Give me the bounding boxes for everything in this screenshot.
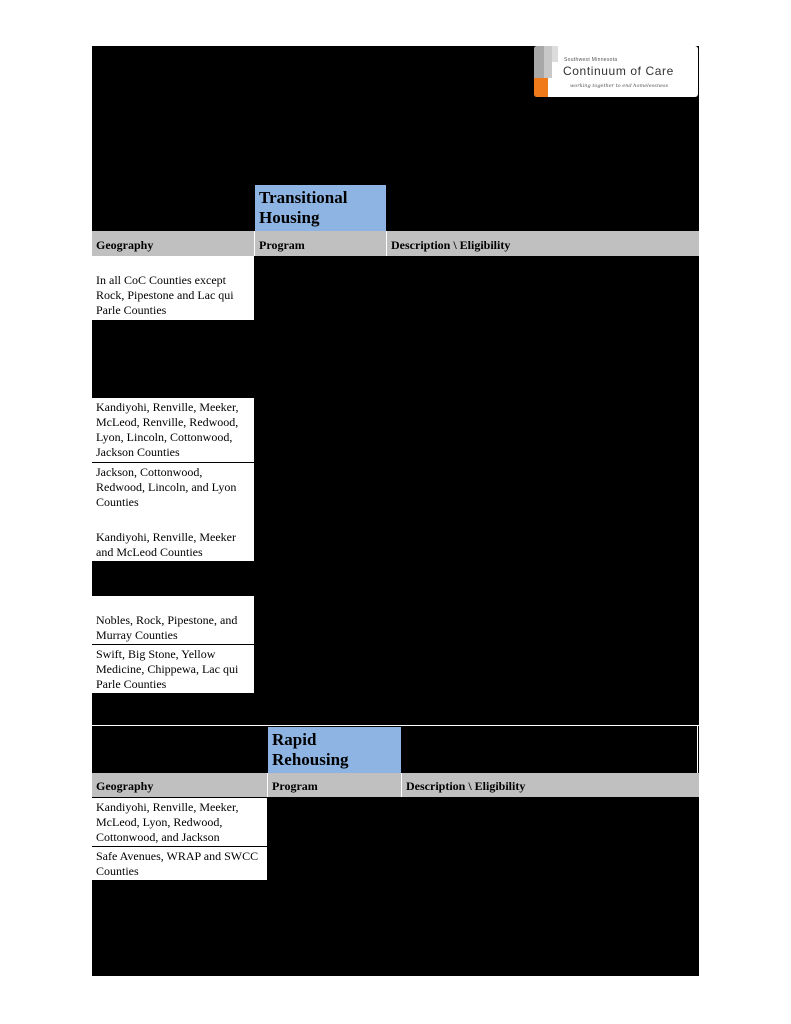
description-header: Description \ Eligibility bbox=[406, 779, 526, 793]
geography-header: Geography bbox=[96, 238, 154, 252]
description-header: Description \ Eligibility bbox=[391, 238, 511, 252]
geography-cell: Safe Avenues, WRAP and SWCC Counties bbox=[92, 847, 267, 880]
geography-cell: Kandiyohi, Renville, Meeker, McLeod, Renville, Redwood, Lyon, Lincoln, Cottonwood, Jackson Counties bbox=[92, 398, 254, 462]
program-header: Program bbox=[272, 779, 318, 793]
transitional-header-row bbox=[92, 231, 699, 256]
geography-cell: Nobles, Rock, Pipestone, and Murray Counties bbox=[92, 596, 254, 644]
continuum-of-care-logo bbox=[534, 46, 698, 97]
geography-cell: Kandiyohi, Renville, Meeker, McLeod, Lyon, Redwood, Cottonwood, and Jackson bbox=[92, 798, 267, 846]
transitional-housing-title: Transitional Housing bbox=[255, 185, 386, 231]
rapid-rehousing-title: Rapid Rehousing bbox=[268, 727, 401, 773]
logo-title: Continuum of Care bbox=[563, 64, 674, 78]
logo-tagline: working together to end homelessness bbox=[570, 83, 669, 89]
geography-cell: In all CoC Counties except Rock, Pipestone and Lac qui Parle Counties bbox=[92, 256, 254, 320]
geography-cell: Kandiyohi, Renville, Meeker and McLeod Counties bbox=[92, 513, 254, 561]
logo-region: Southwest Minnesota bbox=[564, 57, 618, 63]
geography-header: Geography bbox=[96, 779, 154, 793]
geography-cell: Swift, Big Stone, Yellow Medicine, Chippewa, Lac qui Parle Counties bbox=[92, 645, 254, 693]
geography-cell: Jackson, Cottonwood, Redwood, Lincoln, and Lyon Counties bbox=[92, 463, 254, 512]
program-header: Program bbox=[259, 238, 305, 252]
rapid-header-row bbox=[92, 773, 699, 797]
